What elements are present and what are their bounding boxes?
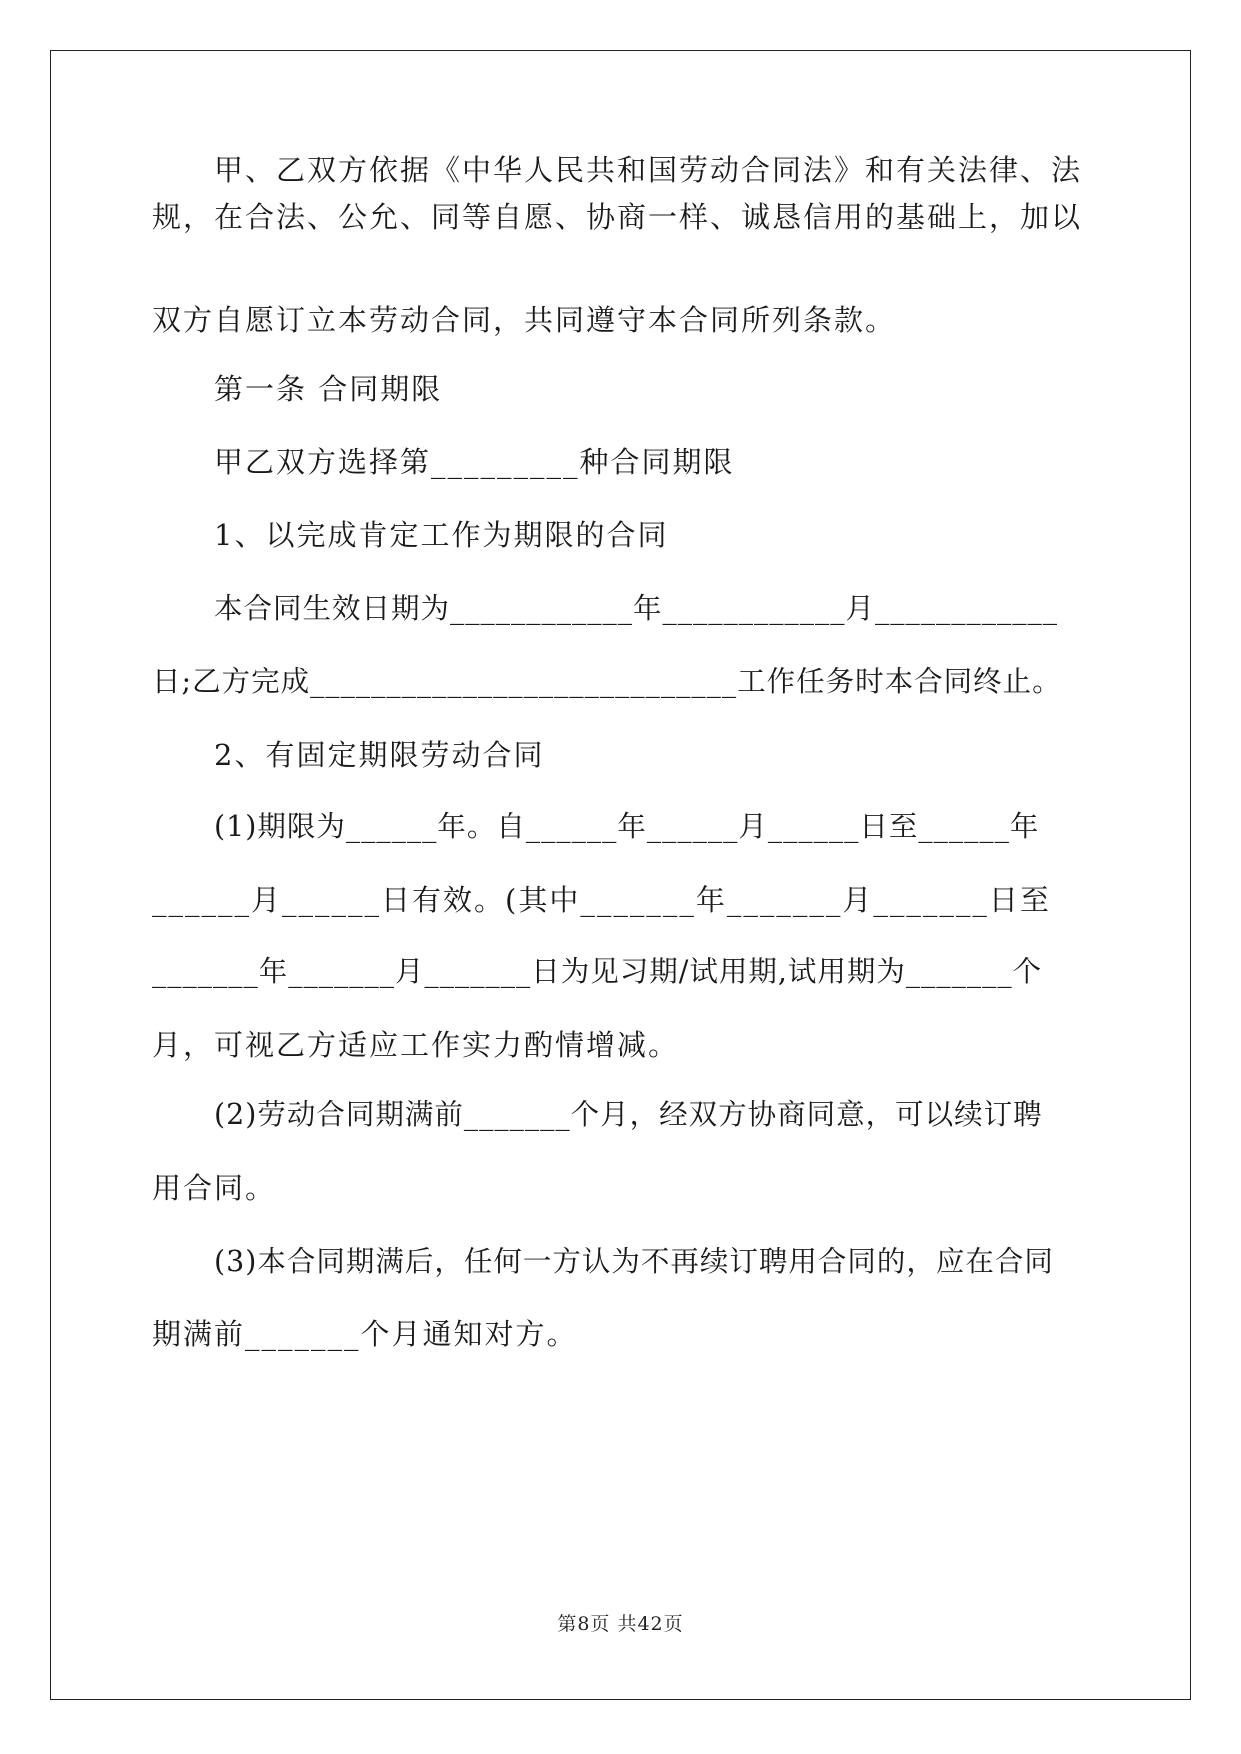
paragraph-line: 期满前_______个月通知对方。	[152, 1317, 578, 1351]
paragraph-line: 月，可视乙方适应工作实力酌情增减。	[152, 1028, 680, 1062]
paragraph-line: (2)劳动合同期满前_______个月，经双方协商同意，可以续订聘	[214, 1098, 1043, 1131]
page-number-footer: 第8页 共42页	[557, 1613, 684, 1635]
paragraph-line: ______月______日有效。(其中_______年_______月_______日至	[152, 883, 1051, 917]
paragraph-line: (1)期限为______年。自______年______月______日至______年	[214, 810, 1040, 843]
paragraph-line: 日;乙方完成____________________________工作任务时本合同终止。	[152, 665, 1062, 698]
list-item-heading: 2、有固定期限劳动合同	[214, 738, 545, 772]
page-border	[50, 50, 1191, 1700]
list-item-heading: 1、以完成肯定工作为期限的合同	[214, 518, 669, 552]
paragraph-line: 本合同生效日期为____________年____________月____________	[214, 592, 1059, 625]
paragraph-line: (3)本合同期满后，任何一方认为不再续订聘用合同的，应在合同	[214, 1245, 1054, 1278]
paragraph-line: 规，在合法、公允、同等自愿、协商一样、诚恳信用的基础上，加以	[152, 200, 1083, 234]
paragraph-line: 甲、乙双方依据《中华人民共和国劳动合同法》和有关法律、法	[214, 153, 1083, 187]
paragraph-line: 用合同。	[152, 1171, 277, 1205]
section-heading: 第一条 合同期限	[214, 372, 443, 406]
paragraph-line: 双方自愿订立本劳动合同，共同遵守本合同所列条款。	[152, 303, 897, 337]
paragraph-line: 甲乙双方选择第_________种合同期限	[214, 445, 735, 479]
paragraph-line: _______年_______月_______日为见习期/试用期,试用期为_______个	[152, 955, 1043, 988]
